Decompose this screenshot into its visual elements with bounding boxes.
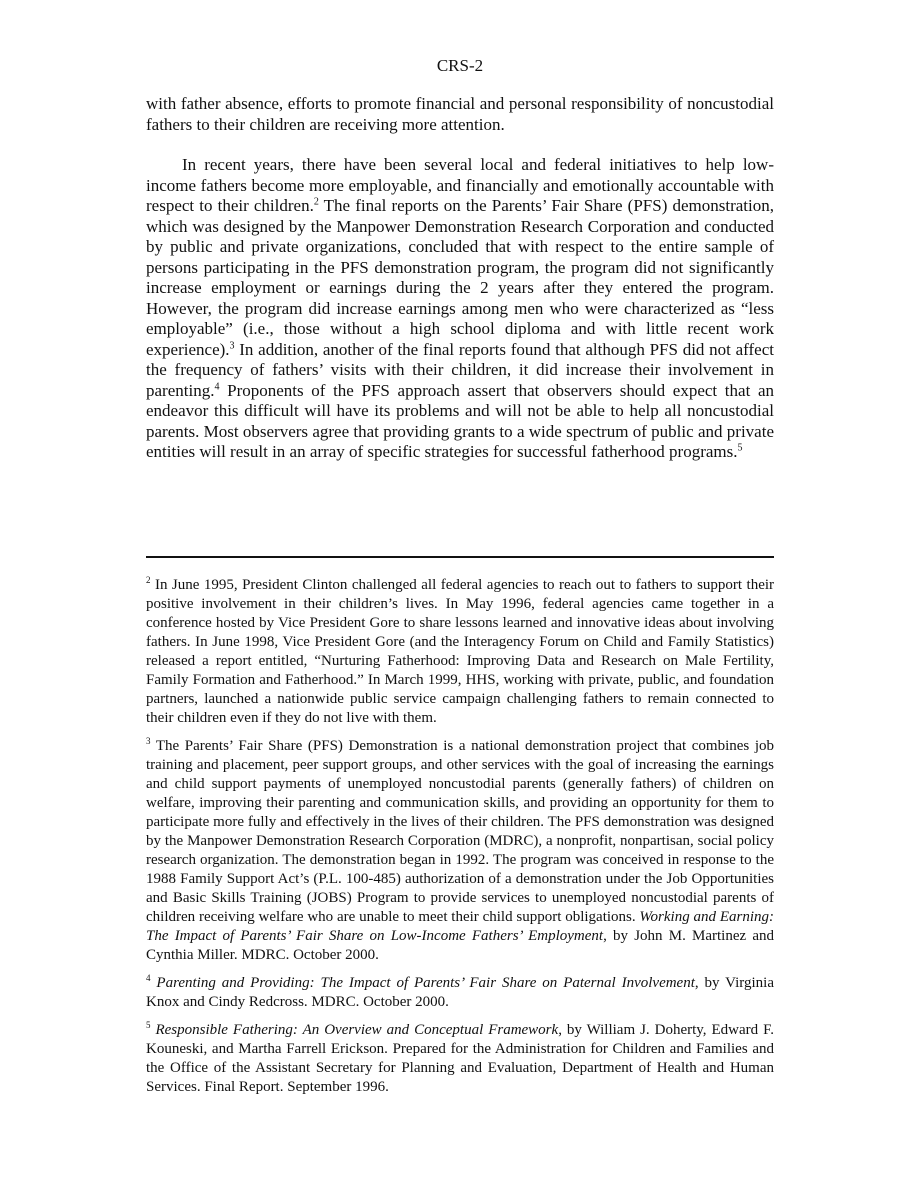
- page-number-header: CRS-2: [436, 56, 484, 75]
- footnotes-section: [146, 576, 774, 1106]
- footnote-number: 5: [146, 1020, 151, 1030]
- paragraph-text: In recent years, there have been several local and federal initiatives to help low-income fathers become more employable, and financially and emotionally accountable with respect to their children.: [146, 155, 774, 215]
- footnote-5: [146, 1021, 774, 1097]
- footnote-ref-4[interactable]: 4: [214, 380, 220, 392]
- footnote-citation-title: Parenting and Providing: The Impact of Parents’ Fair Share on Paternal Involvement: [156, 975, 695, 991]
- footnote-citation-rest: , by John M. Martinez and Cynthia Miller. MDRC. October 2000.: [146, 928, 774, 963]
- paragraph-text: Proponents of the PFS approach assert that observers should expect that an endeavor this difficult will have its problems and will not be able to help all noncustodial parents. Most observers agree that providing grants to a wide spectrum of public and private entities will result in an array of specific strategies for successful fatherhood programs.: [146, 380, 774, 461]
- body-paragraph-continued: with father absence, efforts to promote financial and personal responsibility of noncustodial fathers to their children are receiving more attention.: [146, 94, 774, 134]
- footnote-citation-rest: , by Virginia Knox and Cindy Redcross. MDRC. October 2000.: [146, 975, 774, 1010]
- footnote-ref-2[interactable]: 2: [313, 196, 319, 208]
- footnote-text: In June 1995, President Clinton challenged all federal agencies to reach out to fathers to support their positive involvement in their children’s lives. In May 1996, federal agencies came together in a conference hosted by Vice President Gore to share lessons learned and innovative ideas about involving fathers. In June 1998, Vice President Gore (and the Interagency Forum on Child and Family Statistics) released a report entitled, “Nurturing Fatherhood: Improving Data and Research on Male Fertility, Family Formation and Fatherhood.” In March 1999, HHS, working with private, public, and foundation partners, launched a nationwide public service campaign challenging fathers to remain connected to their children even if they do not live with them.: [146, 577, 775, 726]
- footnote-divider: [146, 556, 774, 558]
- footnote-citation-title: Working and Earning: The Impact of Parents’ Fair Share on Low-Income Fathers’ Employment: [146, 909, 774, 944]
- footnote-text: The Parents’ Fair Share (PFS) Demonstration is a national demonstration project that combines job training and placement, peer support groups, and other services with the goal of increasing the earnings and child support payments of unemployed noncustodial parents (generally fathers) of children on welfare, improving their parenting and communication skills, and providing an opportunity for them to participate more fully and effectively in the lives of their children. The PFS demonstration was designed by the Manpower Demonstration Research Corporation (MDRC), a nonprofit, nonpartisan, social policy research organization. The demonstration began in 1992. The program was conceived in response to the 1988 Family Support Act’s (P.L. 100-485) authorization of a demonstration under the Job Opportunities and Basic Skills Training (JOBS) Program to provide services to unemployed noncustodial parents of children receiving welfare who are unable to meet their child support obligations.: [146, 738, 774, 925]
- paragraph-text: The final reports on the Parents’ Fair Share (PFS) demonstration, which was designed by the Manpower Demonstration Research Corporation and conducted by public and private organizations, concluded that with respect to the entire sample of persons participating in the PFS demonstration program, the program did not significantly increase employment or earnings during the 2 years after they entered the program. However, the program did increase earnings among men who were characterized as “less employable” (i.e., those without a high school diploma and with little recent work experience).: [146, 196, 775, 359]
- footnote-2: [146, 576, 774, 728]
- footnote-number: 3: [146, 736, 151, 746]
- footnote-citation-title: Responsible Fathering: An Overview and Conceptual Framework: [155, 1022, 559, 1038]
- paragraph-text: In addition, another of the final reports found that although PFS did not affect the frequency of fathers’ visits with their children, it did increase their involvement in parenting.: [146, 339, 774, 400]
- footnote-ref-3[interactable]: 3: [229, 339, 235, 351]
- footnote-ref-5[interactable]: 5: [737, 442, 743, 454]
- footnote-number: 4: [146, 973, 151, 983]
- footnote-citation-rest: , by William J. Doherty, Edward F. Kouneski, and Martha Farrell Erickson. Prepared for the Administration for Children and Families and the Office of the Assistant Secretary for Planning and Evaluation, Department of Health and Human Services. Final Report. September 1996.: [146, 1022, 774, 1095]
- footnote-3: [146, 737, 774, 965]
- body-text: [146, 94, 774, 463]
- footnote-number: 2: [146, 575, 151, 585]
- body-paragraph-initiatives: [146, 155, 774, 463]
- footnote-4: [146, 974, 774, 1012]
